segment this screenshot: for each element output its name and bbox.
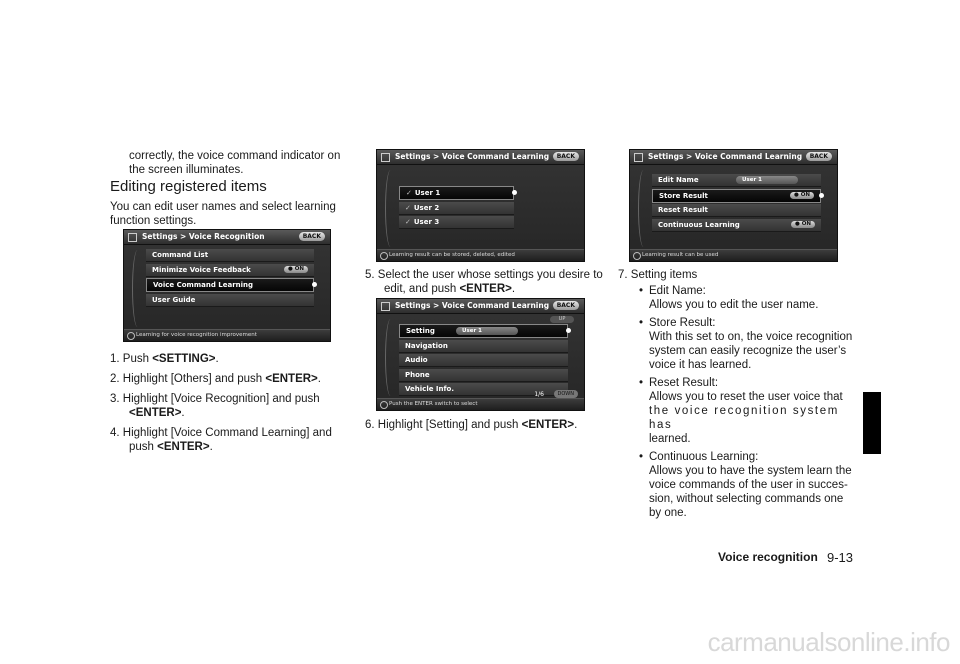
step-5-line-2: [365, 282, 615, 296]
home-icon: [128, 233, 137, 242]
bullet-line: learned.: [649, 433, 691, 445]
section-footer: Voice recognition: [718, 550, 818, 564]
step-text: push: [129, 441, 158, 453]
selection-dot-icon: [312, 282, 317, 287]
bullet-reset-result: [618, 376, 858, 446]
step-post: .: [574, 419, 578, 431]
step-number: 4.: [110, 427, 120, 439]
menu-item-label: Store Result: [659, 191, 708, 200]
step-2: [110, 372, 360, 386]
menu-list: [146, 249, 314, 308]
step-text: edit, and push: [384, 283, 460, 295]
intro-line-1: correctly, the voice command indicator on: [129, 150, 341, 162]
on-label: ON: [801, 220, 811, 227]
user-chip: User 1: [456, 327, 518, 335]
footer-text: Learning result can be stored, deleted, edited: [389, 252, 515, 258]
user-chip: User 1: [736, 176, 798, 184]
menu-item-label: Reset Result: [658, 206, 708, 214]
menu-item-reset-result[interactable]: [652, 204, 821, 217]
para-line-1: You can edit user names and select learning: [110, 201, 336, 213]
bullet-line: With this set to on, the voice recognition: [649, 331, 853, 343]
menu-item-minimize-voice-feedback[interactable]: [146, 264, 314, 277]
menu-item-label: Voice Command Learning: [153, 281, 254, 289]
menu-item-label: Audio: [405, 356, 428, 364]
screen-voice-command-learning-items: [629, 149, 838, 262]
home-icon: [381, 153, 390, 162]
bullet-line: voice commands of the user in succes-: [649, 479, 848, 491]
step-post: .: [181, 407, 185, 419]
check-icon: ✓: [405, 218, 411, 226]
step-text: Setting items: [630, 269, 698, 281]
intro-paragraph: [110, 200, 355, 228]
step-key: <ENTER>: [459, 283, 512, 295]
on-label: ON: [800, 191, 810, 198]
step-7: [618, 268, 858, 524]
menu-item-label: Continuous Learning: [658, 220, 740, 229]
step-number: 2.: [110, 373, 120, 385]
setting-items-list: [618, 284, 858, 520]
bullet-title: • Reset Result:: [649, 377, 719, 389]
menu-item-continuous-learning[interactable]: [652, 219, 821, 232]
screen-header: [630, 150, 837, 165]
column-1: [110, 149, 350, 177]
down-button[interactable]: DOWN: [554, 390, 578, 398]
footer-text: Push the ENTER switch to select: [389, 401, 478, 407]
screen-footer: [377, 249, 584, 261]
footer-text: Learning for voice recognition improvement: [136, 332, 257, 338]
on-toggle[interactable]: ● ON: [790, 192, 814, 199]
step-1: [110, 352, 360, 366]
user-label: User 2: [413, 203, 440, 212]
step-6-line: [365, 418, 615, 432]
step-3-line-2: [110, 406, 360, 420]
step-post: .: [215, 353, 219, 365]
bullet-line: Allows you to edit the user name.: [649, 299, 819, 311]
menu-item-edit-name[interactable]: [652, 174, 821, 187]
screen-voice-recognition: [123, 229, 331, 342]
step-text: Push: [122, 353, 153, 365]
back-button[interactable]: BACK: [299, 232, 325, 241]
step-number: 5.: [365, 269, 375, 281]
bullet-line: Allows you to have the system learn the: [649, 465, 852, 477]
info-icon: [127, 332, 135, 340]
bullet-continuous-learning: [618, 450, 858, 520]
check-icon: ✓: [405, 203, 411, 212]
selection-dot-icon: [566, 328, 571, 333]
menu-item-label: Edit Name: [658, 176, 699, 184]
user-label: User 3: [413, 218, 440, 226]
info-icon: [380, 401, 388, 409]
step-number: 7.: [618, 269, 628, 281]
menu-item-setting[interactable]: [399, 324, 568, 338]
back-button[interactable]: BACK: [553, 152, 579, 161]
bullet-store-result: [618, 316, 858, 372]
section-heading: Editing registered items: [110, 178, 267, 195]
on-toggle[interactable]: ● ON: [284, 266, 308, 273]
menu-item-audio[interactable]: [399, 354, 568, 367]
back-button[interactable]: BACK: [553, 301, 579, 310]
screen-title: Settings > Voice Recognition: [142, 232, 265, 241]
step-5: [365, 268, 615, 296]
step-post: .: [209, 441, 213, 453]
step-key: <ENTER>: [265, 373, 318, 385]
screen-footer: [630, 249, 837, 261]
steps-1-4: [110, 352, 360, 454]
scroll-arc: [385, 170, 396, 247]
screen-footer: [124, 329, 330, 341]
step-6: [365, 418, 615, 432]
step-number: 1.: [110, 353, 120, 365]
intro-line-2: the screen illuminates.: [129, 164, 244, 176]
chapter-tab: [863, 392, 881, 454]
menu-item-voice-command-learning[interactable]: [146, 278, 314, 292]
step-text: Highlight [Voice Command Learning] and: [122, 427, 332, 439]
footer-text: Learning result can be used: [642, 252, 719, 258]
watermark: carmanualsonline.info: [707, 627, 950, 657]
user-item-3[interactable]: [399, 216, 514, 229]
step-key: <ENTER>: [129, 407, 182, 419]
screen-title: Settings > Voice Command Learning: [395, 152, 550, 161]
scroll-arc: [132, 250, 143, 327]
home-icon: [634, 153, 643, 162]
home-icon: [381, 302, 390, 311]
scroll-arc: [638, 170, 649, 247]
step-number: 3.: [110, 393, 120, 405]
step-post: .: [317, 373, 321, 385]
menu-item-store-result[interactable]: [652, 189, 821, 203]
menu-item-label: User Guide: [152, 295, 196, 304]
menu-item-label: Phone: [405, 370, 430, 379]
items-list: [652, 174, 821, 233]
page-number: 9-13: [827, 550, 854, 565]
step-4-line-2: [110, 440, 360, 454]
menu-item-user-guide[interactable]: [146, 294, 314, 307]
on-toggle[interactable]: ● ON: [791, 221, 815, 228]
scroll-arc: [385, 319, 396, 396]
bullet-edit-name: [618, 284, 858, 312]
step-5-line-1: [365, 268, 615, 282]
page-indicator: 1/6: [534, 391, 544, 398]
step-key: <ENTER>: [157, 441, 210, 453]
screen-voice-command-learning-setting: [376, 298, 585, 411]
bullet-line: the voice recognition system has: [649, 405, 839, 431]
menu-item-label: Minimize Voice Feedback: [152, 265, 251, 274]
bullet-line: Allows you to reset the user voice that: [649, 391, 843, 403]
selection-dot-icon: [819, 193, 824, 198]
screen-header: [377, 150, 584, 165]
user-item-2[interactable]: [399, 202, 514, 215]
selection-dot-icon: [512, 190, 517, 195]
step-text: Highlight [Setting] and push: [377, 419, 522, 431]
screen-header: [377, 299, 584, 314]
menu-item-label: Setting: [406, 327, 435, 335]
step-text: Highlight [Others] and push: [122, 373, 266, 385]
step-7-label: [618, 268, 858, 282]
screen-footer: [377, 398, 584, 410]
screen-voice-command-learning-users: [376, 149, 585, 262]
menu-item-label: Command List: [152, 251, 209, 259]
step-key: <ENTER>: [521, 419, 575, 431]
on-label: ON: [294, 265, 304, 272]
menu-item-label: Navigation: [405, 341, 448, 350]
step-post: .: [511, 283, 516, 295]
back-button[interactable]: BACK: [806, 152, 832, 161]
user-label: User 1: [414, 189, 441, 197]
bullet-line: system can easily recognize the user’s: [649, 345, 847, 357]
bullet-title: • Edit Name:: [649, 285, 706, 297]
menu-item-command-list[interactable]: [146, 249, 314, 262]
menu-item-label: Vehicle Info.: [405, 385, 454, 393]
bullet-title: • Store Result:: [649, 317, 716, 329]
step-number: 6.: [365, 419, 375, 431]
bullet-line: sion, without selecting commands one: [649, 493, 844, 505]
info-icon: [380, 252, 388, 260]
para-line-2: function settings.: [110, 215, 197, 227]
menu-item-phone[interactable]: [399, 369, 568, 382]
setting-list: [399, 324, 568, 398]
bullet-title: • Continuous Learning:: [649, 451, 759, 463]
menu-item-navigation[interactable]: [399, 340, 568, 353]
step-key: <SETTING>: [152, 353, 216, 365]
screen-title: Settings > Voice Command Learning: [648, 152, 803, 161]
bullet-line: by one.: [649, 507, 687, 519]
bullet-line: voice it has learned.: [649, 359, 752, 371]
user-list: [399, 186, 514, 231]
check-icon: ✓: [406, 189, 412, 197]
screen-header: [124, 230, 330, 245]
user-item-1[interactable]: [399, 186, 514, 200]
up-button[interactable]: UP: [550, 316, 574, 323]
info-icon: [633, 252, 641, 260]
step-3: [110, 392, 360, 406]
step-4: [110, 426, 360, 440]
step-text: Select the user whose settings you desire to: [377, 269, 603, 281]
screen-title: Settings > Voice Command Learning: [395, 301, 550, 310]
step-text: Highlight [Voice Recognition] and push: [122, 393, 320, 405]
